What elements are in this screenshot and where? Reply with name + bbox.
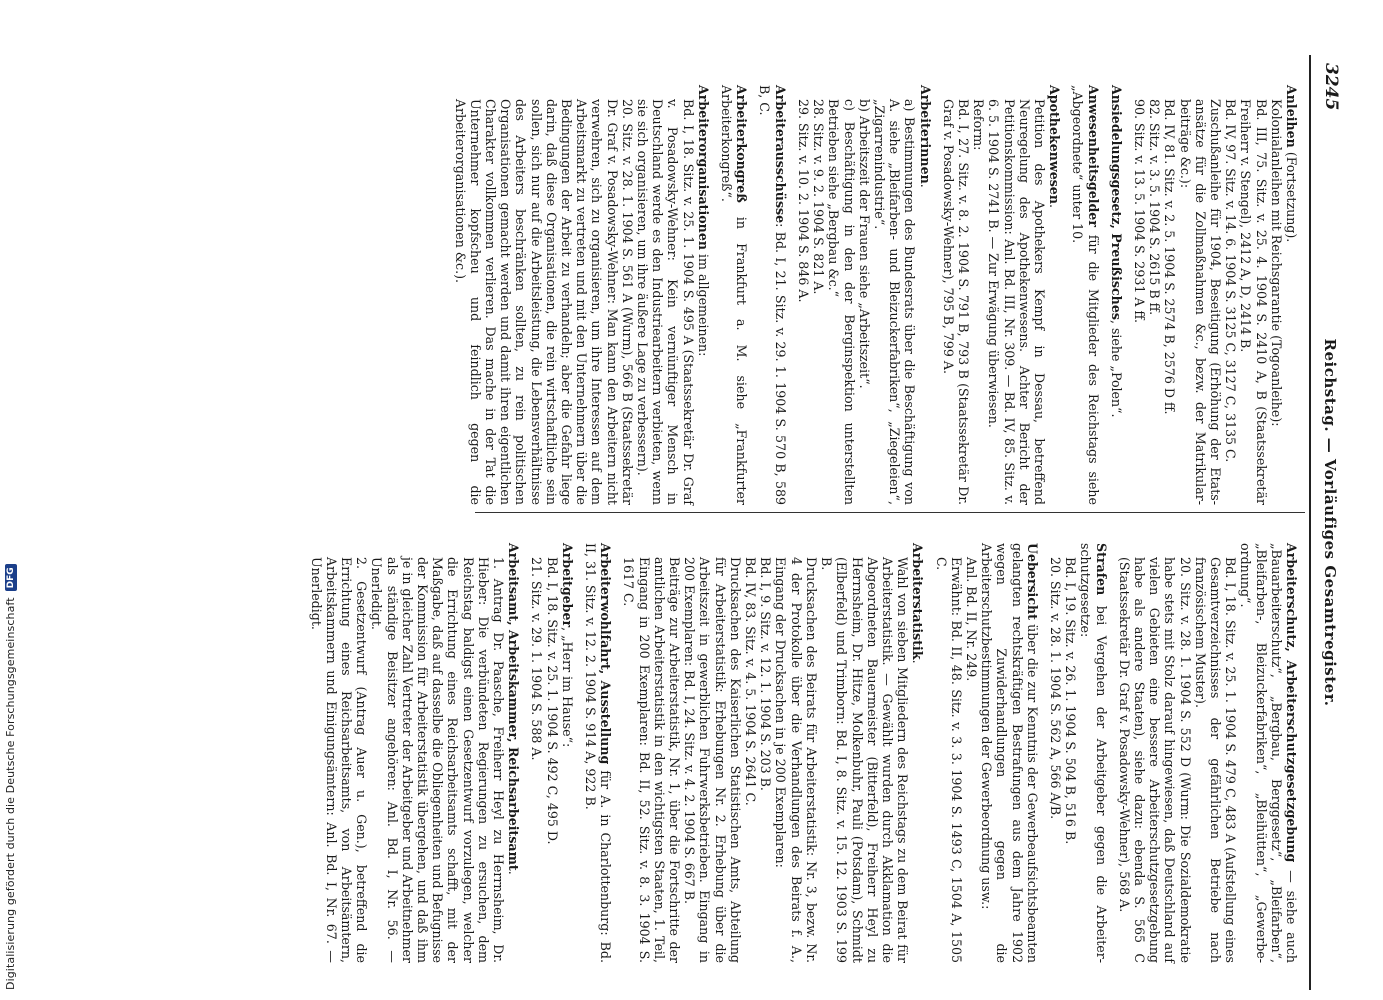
page-number: 3245 [1321,63,1341,111]
entry-line: Wahl von sieben Mitgliedern des Reichstags zu dem Beirat für Arbeiterstatistik. — Gewählt wurden durch Akklamation die Abgeordneten Bauermeister (Bitterfeld), Freiherr Heyl zu Herrnsheim, Dr. Hitze, Molkenbuhr, Pauli (Potsdam), Schmidt (Elberfeld) und Trimborn: Bd. I, 8. Sitz. v. 15. 12. 1903 S. 199 B. [819,557,911,963]
entry-line: Petition des Apothekers Kempf in Dessau, betreffend Neuregelung des Apothekenwesens. Achter Bericht der Petitionskommission: Anl. Bd. III, Nr. 309. — Bd. IV, 85. Sitz. v. 6. 5. 1904 S. 2741 B. — Zur Erwägung überwiesen. [986,99,1047,505]
entry-line: 90. Sitz. v. 13. 5. 1904 S. 2931 A ff. [1131,99,1147,323]
entry-line: Bd. I, 18. Sitz. v. 25. 1. 1904 S. 495 A (Staatssekretär Dr. Graf v. Posadowsky-Wehner: Kein vernünftiger Mensch in Deutschland werde es den Industriearbeitern verbieten, wenn sie sich organisieren, um ihre äußere Lage zu verbessern). [635,99,696,505]
register-entry [1048,543,1109,963]
running-title: Reichstag. — Vorläufiges Gesamtregister. [1321,338,1339,707]
entry-line: Bd. III, 75. Sitz. v. 25. 4. 1904 S. 2410 A, B (Staatssekretär Freiherr v. Stengel), 2412 A, D, 2414 B. [1238,99,1269,505]
register-entry [719,85,749,505]
page-header [1309,55,1345,990]
entry-line: Drucksachen des Kaiserlichen Statistischen Amts, Abteilung für Arbeiterstatistik: Erhebungen Nr. 2. Erhebung über die Arbeitszeit in gewerblichen Fuhrwerksbetrieben. Eingang in 200 Exemplaren: Bd. I, 24. Sitz. v. 4. 2. 1904 S. 667 B. [682,557,743,963]
entry-line: Bd. IV, 97. Sitz. v. 14. 6. 1904 S. 3125 C, 3127 C, 3135 C. [1223,99,1239,463]
entry-line: 21. Sitz. v. 29. 1. 1904 S. 588 A. [529,557,545,761]
entry-line: Arbeiterausschüsse: Bd. I, 21. Sitz. v. 29. 1. 1904 S. 570 B, 589 B, C. [757,85,788,505]
register-entry [308,543,521,963]
register-entry [452,85,710,505]
register-entry [757,85,787,505]
entry-line: Bd. I, 27. Sitz. v. 8. 2. 1904 S. 791 B, 793 B (Staatssekretär Dr. Graf v. Posadowsky-Wehner), 795 B, 799 A. [940,99,971,505]
entry-line: 28. Sitz. v. 9. 2. 1904 S. 821 A. [811,99,827,295]
entry-line: 2. Gesetzentwurf (Antrag Auer u. Gen.), betreffend die Errichtung eines Reichsarbeitsamts, von Arbeitsämtern, Arbeitskammern und Einigungsämtern: Anl. Bd. I, Nr. 67. — Unerledigt. [308,557,370,963]
register-entry [529,543,575,963]
dfg-logo-icon: DFG [5,564,17,591]
entry-line: 20. Sitz. v. 28. 1. 1904 S. 562 A, 566 A/B. [1047,557,1063,820]
register-entry [796,85,933,505]
register-entry [1132,85,1299,505]
digitization-credit [4,0,17,1000]
entry-line: Anleihen (Fortsetzung). [1284,85,1299,243]
entry-line: Arbeiterkongreß in Frankfurt a. M. siehe „Frankfurter Arbeiterkongreß“. [719,85,750,505]
left-column [452,85,1299,505]
entry-line: Bd. I, 19. Sitz. v. 26. 1. 1904 S. 504 B, 516 B. [1063,557,1079,845]
register-entry [941,85,1063,505]
register-entry [1109,85,1124,505]
entry-line: Bd. I, 18. Sitz. v. 25. 1. 1904 S. 479 C, 483 A (Aufstellung eines Gesamtverzeichnisses der gefährlichen Betriebe nach französischem Muster). [1192,557,1239,963]
entry-line: 29. Sitz. v. 10. 2. 1904 S. 846 A. [795,99,811,303]
entry-line: Bd. I, 9. Sitz. v. 12. 1. 1904 S. 203 B. [758,557,774,791]
entry-line: Apothekenwesen. [1047,85,1063,208]
entry-line: a) Bestimmungen des Bundesrats über die Beschäftigung von A. siehe „Bleifarben- und Bleizuckerfabriken“, „Ziegeleien“, „Zigarrenindustrie“. [871,99,918,505]
register-entry [1070,85,1100,505]
register-entry [621,543,925,963]
entry-line: 82. Sitz. v. 3. 5. 1904 S. 2615 B ff. [1147,99,1163,316]
entry-line: b) Arbeitszeit der Frauen siehe „Arbeitszeit“. [856,99,872,389]
entry-line: c) Beschäftigung in den der Berginspektion unterstellten Betrieben siehe „Bergbau &c.“ [826,99,857,505]
entry-line: Strafen bei Vergehen der Arbeitgeber gegen die Arbeiterschutzgesetze: [1078,543,1109,963]
entry-line: Zuschußanleihe für 1904, Beseitigung (Erhöhung der Etatsansätze für die Zollmaßnahmen &c., bezw. der Matrikularbeiträge &c.): [1177,99,1223,505]
entry-line: Reform: [971,99,987,151]
entry-line: Bd. IV, 83. Sitz. v. 4. 5. 1904 S. 2641 C. [743,557,759,806]
entry-line: Arbeitgeber, „Herr im Hause“: [559,543,575,748]
register-entry [1117,543,1299,963]
register-entry [933,543,1039,963]
rotated-page [308,55,1345,990]
entry-line: Drucksachen des Beirats für Arbeiterstatistik: Nr. 3, bezw. Nr. 4 der Protokolle über die Verhandlungen des Beirats f. A., Eingang der Drucksachen in je 200 Exemplaren: [773,557,819,963]
entry-line: Ansiedelungsgesetz, Preußisches, siehe „Polen“. [1108,85,1124,418]
entry-line: Arbeiterschutz, Arbeiterschutzgesetzgebung — siehe auch „Bauarbeiterschutz“, „Bergbau, Berggesetz“, „Bleifarben“, „Bleifarben-, Bleizuckerfabriken“, „Bleihütten“, „Gewerbeordnung“. [1238,543,1299,963]
entry-line: Beiträge zur Arbeiterstatistik, Nr. 1, über die Fortschritte der amtlichen Arbeiterstatistik in den wichtigsten Staaten, 1. Teil, Eingang in 200 Exemplaren: Bd. II, 52. Sitz. v. 8. 3. 1904 S. 1617 C. [621,557,683,963]
entry-line: Anl. Bd. II, Nr. 249. [963,557,979,682]
entry-line: Uebersicht über die zur Kenntnis der Gewerbeaufsichtsbeamten gelangten rechtskräftigen Bestrafungen aus dem Jahre 1902 wegen Zuwiderhandlungen gegen die Arbeiterschutzbestimmungen der Gewerbeordnung usw.: [979,543,1040,963]
entry-line: Erwähnt: Bd. II, 48. Sitz. v. 3. 3. 1904 S. 1493 C, 1504 A, 1505 C. [933,557,964,963]
entry-line: Bd. IV, 81. Sitz. v. 2. 5. 1904 S. 2574 B, 2576 D ff. [1162,99,1178,415]
entry-line: Arbeiterorganisationen im allgemeinen: [695,85,711,357]
entry-line: 1. Antrag Dr. Paasche, Freiherr Heyl zu Herrnsheim, Dr. Hieber: Die verbündeten Regierungen zu ersuchen, dem Reichstag baldigst einen Gesetzentwurf vorzulegen, welcher die Errichtung eines Reichsarbeitsamts schafft, mit der Maßgabe, daß auf dasselbe die Obliegenheiten und Befugnisse der Kommission für Arbeiterstatistik übergehen, und daß ihm je in gleicher Zahl Vertreter der Arbeitgeber und Arbeitnehmer als ständige Beisitzer angehören: Anl. Bd. I, Nr. 56. — Unerledigt. [369,557,507,964]
credit-text: Digitalisierung gefördert durch die Deutsche Forschungsgemeinschaft [4,597,17,990]
entry-line: Arbeitsamt, Arbeitskammer, Reichsarbeitsamt. [506,543,522,875]
entry-line: 20. Sitz. v. 28. 1. 1904 S. 552 D (Wurm: Die Sozialdemokratie habe stets mit Stolz darauf hingewiesen, daß Deutschland auf vielen Gebieten eine bessere Arbeiterschutzgesetzgebung habe als andere Staaten), siehe dazu: ebenda S. 565 C (Staatssekretär Dr. Graf v. Posadowsky-Wehner), 568 A. [1116,557,1193,963]
register-entry [583,543,613,963]
column-divider [475,512,1305,513]
entry-line: 20. Sitz. v. 28. 1. 1904 S. 561 A (Wurm), 566 B (Staatssekretär Dr. Graf v. Posadowsky-Wehner: Man kann den Arbeitern nicht verwehren, sich zu organisieren, um ihre Interessen auf dem Arbeitsmarkt zu vertreten und mit den Unternehmern über die Bedingungen der Arbeit zu verhandeln; aber die Gefahr liege darin, daß diese Organisationen, die rein wirtschaftliche sein sollen, sich nur auf die Arbeitsleistung, die Lebensverhältnisse des Arbeiters beschränken sollten, zu rein politischen Organisationen gemacht werden und damit ihren eigentlichen Charakter vollkommen verlieren. Das mache in der Tat die Unternehmer kopfscheu und feindlich gegen die Arbeiterorganisationen &c.). [452,99,635,505]
right-column [308,543,1299,964]
entry-line: Arbeiterwohlfahrt, Ausstellung für A. in Charlottenburg: Bd. II, 31. Sitz. v. 12. 2. 1904 S. 914 A, 922 B. [583,543,614,963]
entry-line: Anwesenheitsgelder für die Mitglieder des Reichstags siehe „Abgeordnete“ unter 10. [1070,85,1101,505]
entry-line: Arbeiterstatistik. [910,543,926,664]
entry-line: Kolonialanleihen mit Reichsgarantie (Togoanleihe): [1268,99,1284,427]
entry-line: Arbeiterinnen. [917,85,933,188]
entry-line: Bd. I, 18. Sitz. v. 25. 1. 1904 S. 492 C, 495 D. [544,557,560,845]
